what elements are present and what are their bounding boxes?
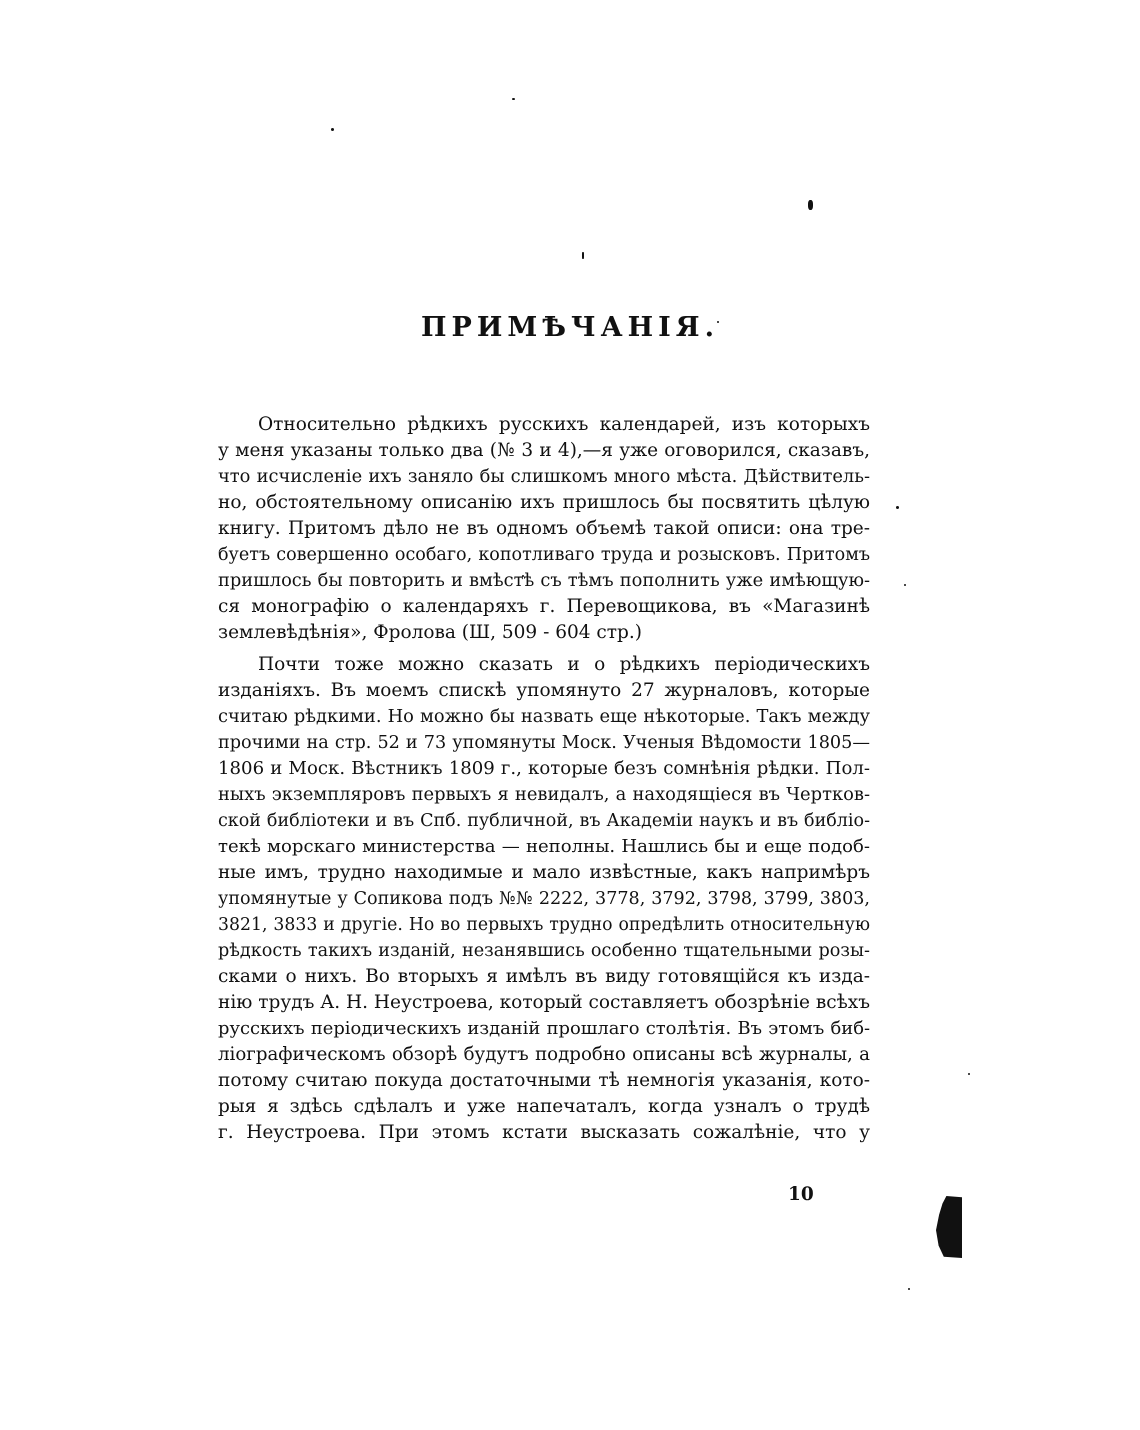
text-line: ся монографію о календаряхъ г. Перевощикова, въ «Магазинѣ [218,596,870,617]
text-line: считаю рѣдкими. Но можно бы назвать еще нѣкоторые. Такъ между [218,706,870,727]
text-line: Относительно рѣдкихъ русскихъ календарей, изъ которыхъ [258,414,870,435]
page-title: ПРИМѢЧАНІЯ. [421,312,719,343]
text-line: книгу. Притомъ дѣло не въ одномъ объемѣ такой описи: она тре- [218,518,870,539]
text-line: рѣдкость такихъ изданій, незанявшись особенно тщательными розы- [218,941,870,961]
text-line: потому считаю покуда достаточными тѣ немногія указанія, кото- [218,1070,870,1091]
text-line: 3821, 3833 и другіе. Но во первыхъ трудно опредѣлить относительную [218,915,870,935]
text-line: ныхъ экземпляровъ первыхъ я невидалъ, а находящіеся въ Чертков- [218,784,870,805]
text-line: нію трудъ А. Н. Неустроева, который составляетъ обозрѣніе всѣхъ [218,992,870,1013]
text-line: 1806 и Моск. Вѣстникъ 1809 г., которые безъ сомнѣнія рѣдки. Пол- [218,758,870,779]
text-line: ліографическомъ обзорѣ будутъ подробно описаны всѣ журналы, а [218,1044,870,1065]
text-line: пришлось бы повторить и вмѣстѣ съ тѣмъ пополнить уже имѣющую- [218,570,870,591]
text-line: у меня указаны только два (№ 3 и 4),—я уже оговорился, сказавъ, [218,440,870,461]
text-line: но, обстоятельному описанію ихъ пришлось бы посвятить цѣлую [218,492,870,513]
text-line: русскихъ періодическихъ изданій прошлаго столѣтія. Въ этомъ биб- [218,1018,870,1039]
text-line: Почти тоже можно сказать и о рѣдкихъ періодическихъ [258,654,870,675]
text-line: сками о нихъ. Во вторыхъ я имѣлъ въ виду готовящійся къ изда- [218,966,870,987]
print-speck [968,1073,970,1075]
text-line: что исчисленіе ихъ заняло бы слишкомъ много мѣста. Дѣйствитель- [218,466,870,487]
text-line: буетъ совершенно особаго, копотливаго труда и розысковъ. Притомъ [218,545,870,565]
scan-edge-mark [936,1196,962,1258]
page-number: 10 [788,1184,814,1205]
print-speck [331,128,334,131]
text-line: рыя я здѣсь сдѣлалъ и уже напечаталъ, когда узналъ о трудѣ [218,1096,870,1117]
paragraph-1 [218,412,870,646]
text-line: ской библіотеки и въ Спб. публичной, въ Академіи наукъ и въ библіо- [218,811,870,831]
print-speck [582,252,584,259]
print-speck [896,506,899,509]
print-speck [908,1288,910,1290]
text-line: ные имъ, трудно находимые и мало извѣстные, какъ напримѣръ [218,862,870,883]
text-line: изданіяхъ. Въ моемъ спискѣ упомянуто 27 журналовъ, которые [218,680,870,701]
body-text [218,412,870,1146]
text-line: прочими на стр. 52 и 73 упомянуты Моск. Ученыя Вѣдомости 1805— [218,733,870,753]
paragraph-2 [218,652,870,1146]
print-speck [904,584,906,586]
print-speck [512,98,515,100]
text-line: г. Неустроева. При этомъ кстати высказать сожалѣніе, что у [218,1122,870,1143]
text-line: текѣ морскаго министерства — неполны. Нашлись бы и еще подоб- [218,836,870,857]
text-line: упомянутые у Сопикова подъ №№ 2222, 3778, 3792, 3798, 3799, 3803, [218,889,870,909]
print-speck [808,200,813,210]
text-line: землевѣдѣнія», Фролова (Ш, 509 - 604 стр.) [218,622,642,643]
